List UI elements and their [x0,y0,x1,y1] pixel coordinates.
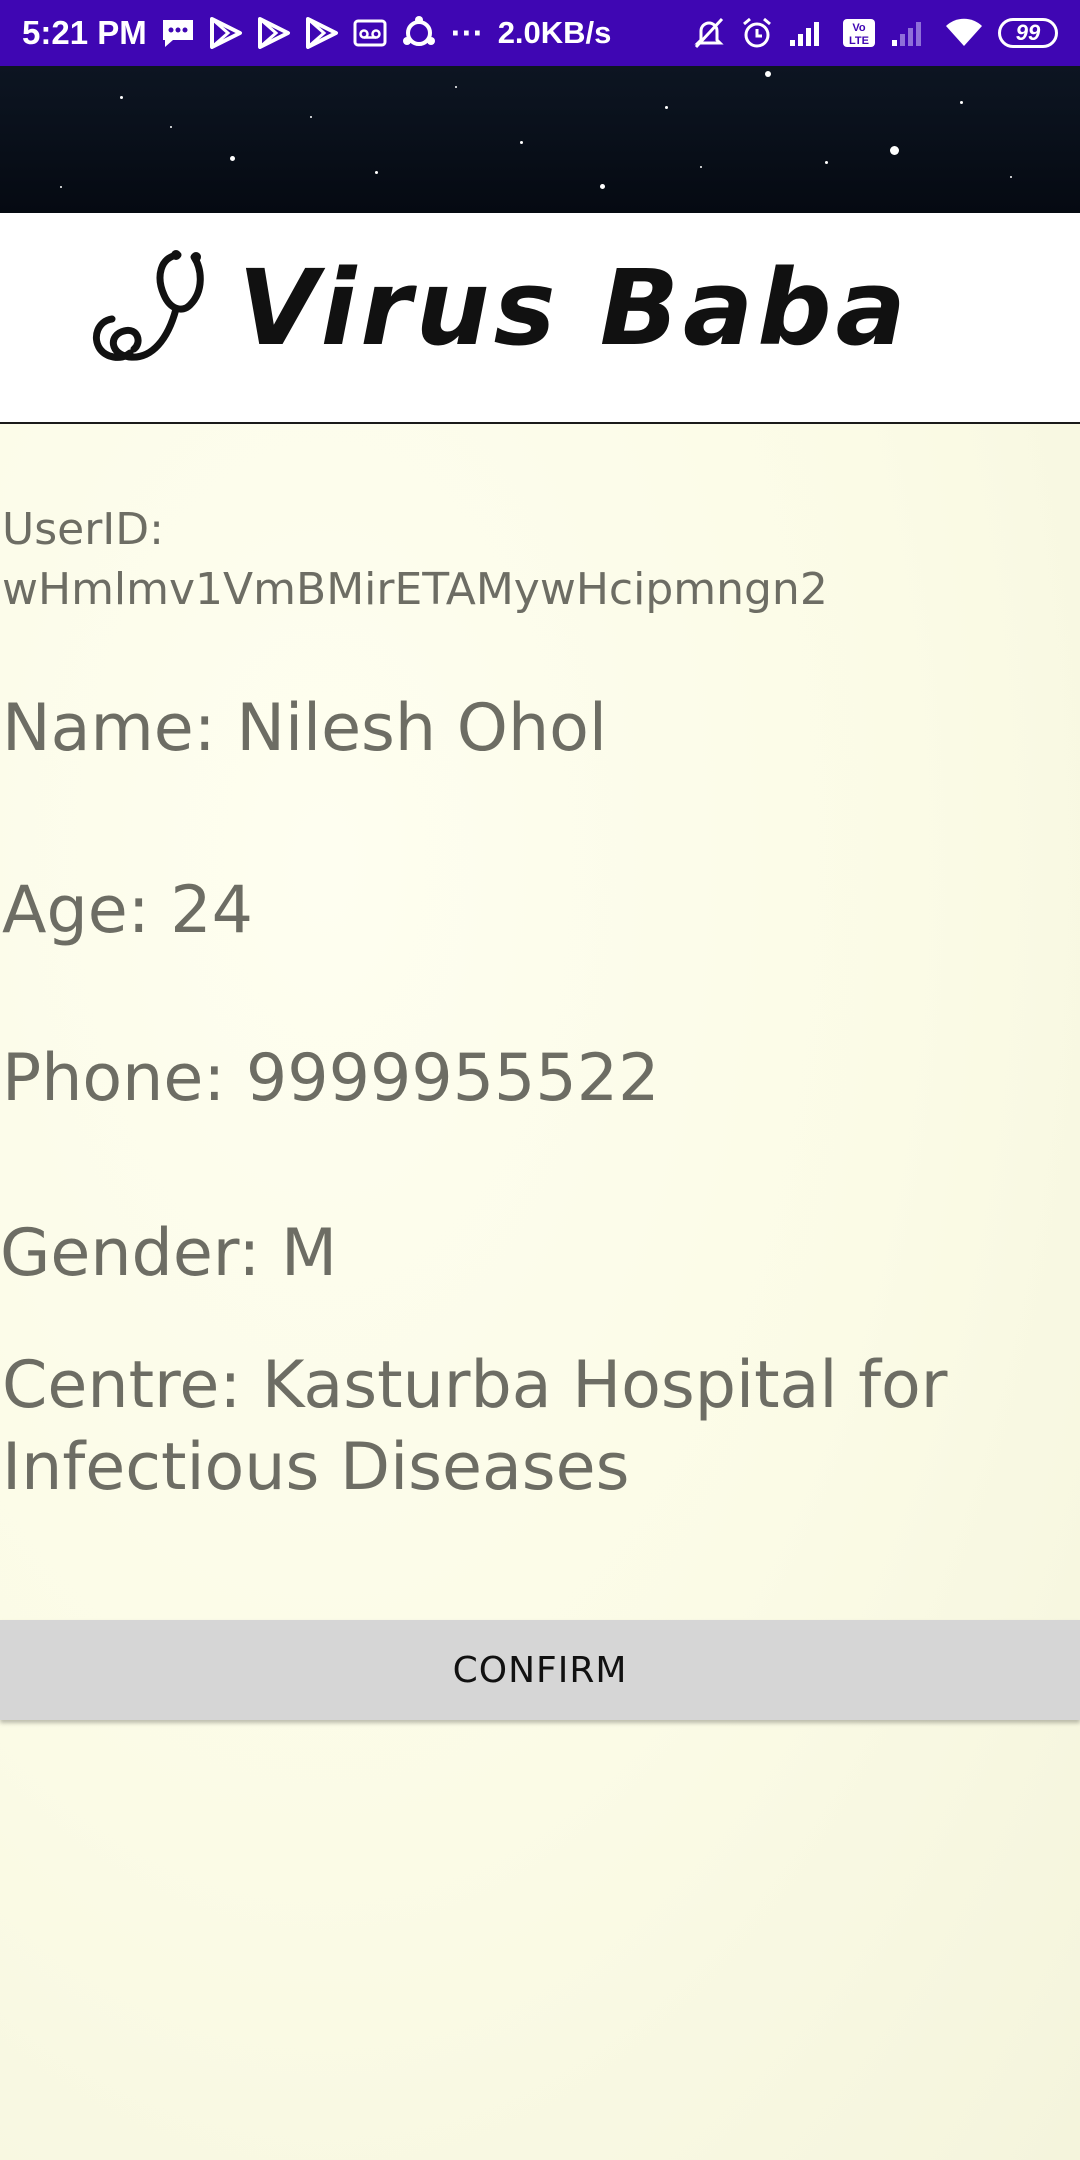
stethoscope-icon [90,243,230,373]
play-store-icon [209,17,243,49]
message-icon [161,18,195,48]
centre-field [2,1345,1002,1509]
status-bar [0,0,1080,66]
starry-banner [0,66,1080,213]
app-header [0,213,1080,424]
phone-label: Phone: [2,1041,246,1116]
svg-text:LTE: LTE [849,35,869,47]
age-value: 24 [170,873,253,948]
mute-bell-icon [692,16,726,50]
name-label: Name: [2,691,237,766]
phone-value: 9999955522 [245,1041,660,1116]
alarm-icon [740,16,774,50]
net-speed: 2.0KB/s [497,15,612,50]
sync-icon [401,15,437,51]
logo-text: Virus Baba [238,247,910,369]
app-logo [90,243,910,373]
userid-label: UserID: [2,504,164,555]
voicemail-icon [353,19,387,47]
userid-value: wHmlmv1VmBMirETAMywHcipmngn2 [2,564,828,615]
age-label: Age: [2,873,171,948]
userid-field [2,500,828,620]
gender-label: Gender: [0,1216,281,1291]
name-value: Nilesh Ohol [236,691,607,766]
play-store-icon [305,17,339,49]
signal-weak-icon [890,18,930,48]
phone-field [2,1040,659,1118]
signal-icon [788,18,828,48]
name-field [2,690,607,768]
confirm-button[interactable]: CONFIRM [0,1620,1080,1720]
more-dots-icon: ··· [450,14,484,51]
play-store-icon [257,17,291,49]
svg-text:Vo: Vo [852,22,866,34]
wifi-icon [944,17,984,49]
volte-icon [842,18,876,48]
clock: 5:21 PM [22,14,147,51]
centre-label: Centre: [2,1348,262,1423]
battery-indicator: 99 [998,18,1058,48]
age-field [2,872,253,950]
gender-field [0,1215,337,1293]
centre-value: Kasturba Hospital for Infectious Diseases [2,1348,969,1505]
gender-value: M [280,1216,338,1291]
